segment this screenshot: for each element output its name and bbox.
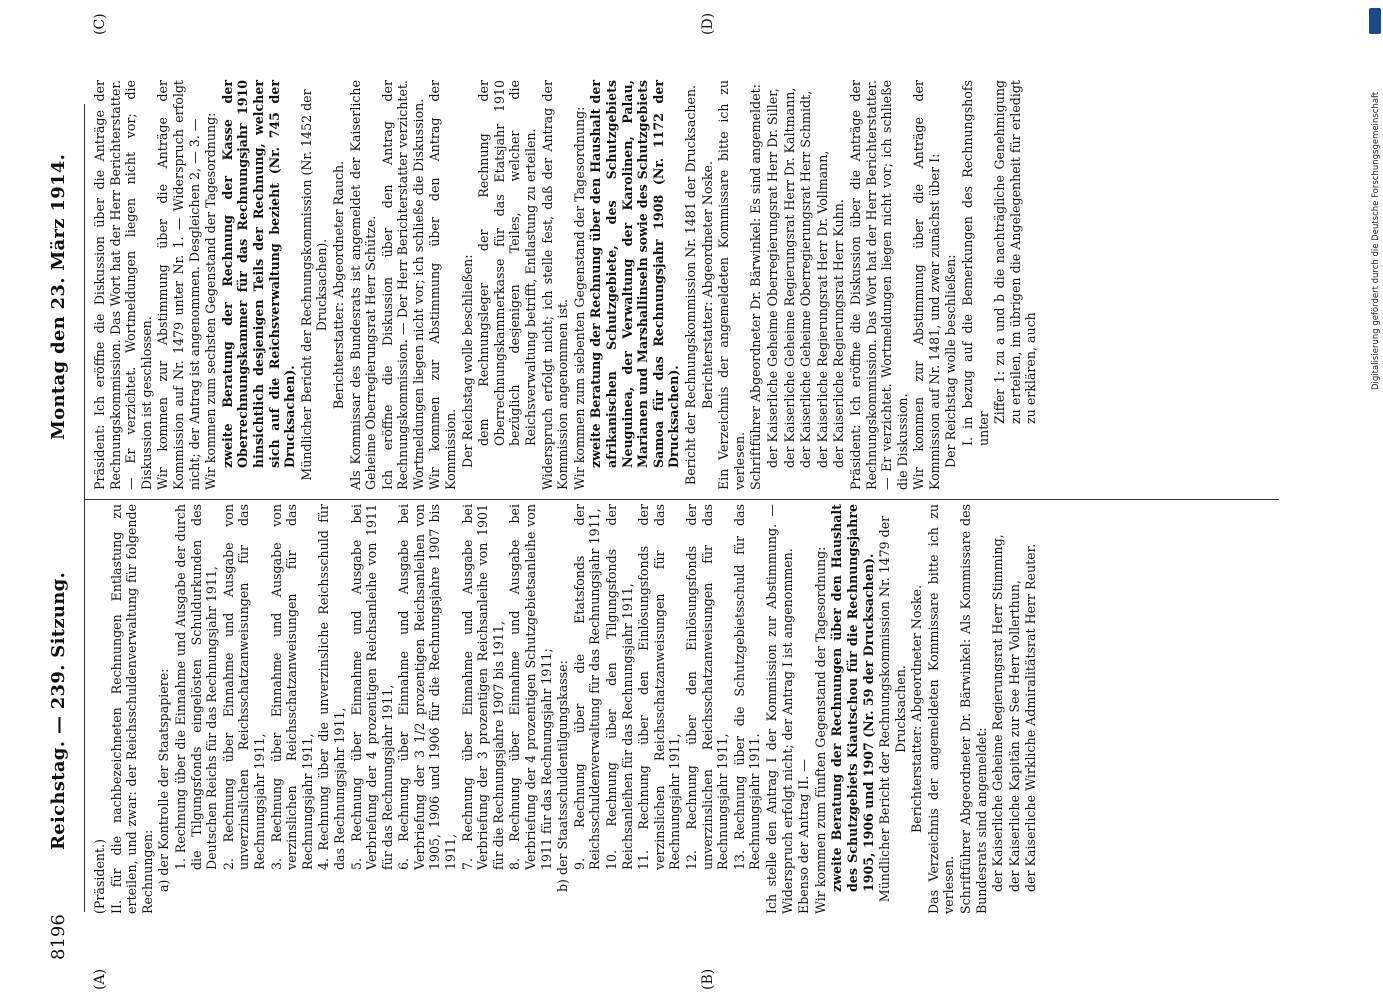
paragraph: Mündlicher Bericht der Rechnungskommission Nr. 1479 der Drucksachen. xyxy=(877,515,908,903)
list-item: der Kaiserliche Geheime Oberregierungsrat Herr Schmidt, xyxy=(798,90,814,468)
list-item: 13. Rechnung über die Schutzgebietsschuld für das Rechnungsjahr 1911. xyxy=(731,504,763,870)
page-header xyxy=(48,50,78,960)
paragraph: Schriftführer Abgeordneter Dr. Bärwinkel: Es sind angemeldet: xyxy=(748,84,764,490)
margin-marker-d: (D) xyxy=(700,12,716,35)
list-item: 10. Rechnung über den Tilgungsfonds der Reichsanleihen für das Rechnungsjahr 1911, xyxy=(604,504,635,870)
list-item: der Kaiserliche Geheime Regierungsrat Herr Stimming, xyxy=(990,534,1006,892)
agenda-item: zweite Beratung der Rechnung über den Haushalt der afrikanischen Schutzgebiete, des Schutzgebiets Neuguinea, der Verwaltung der Karolinen, Palau, Marianen und Marshallinseln sowie des Schutzgebiets Samoa für das Rechnungsjahr 1908 (Nr. 1172 der Drucksachen). xyxy=(588,80,682,468)
paragraph: Als Kommissar des Bundesrats ist angemeldet der Kaiserliche Geheime Oberregierungsrat Herr Schütze. xyxy=(347,80,379,490)
digitization-credit xyxy=(1371,10,1383,390)
paragraph: I. in bezug auf die Bemerkungen des Rechnungshofs unter xyxy=(960,80,991,446)
list-item: 11. Rechnung über den Einlösungsfonds der verzinslichen Reichsschatzanweisungen für das Rechnungsjahr 1911, xyxy=(636,504,683,870)
list-item: 7. Rechnung über Einnahme und Ausgabe bei Verbriefung der 3 prozentigen Reichsanleihe von 1901 für die Rechnungsjahre 1907 bis 1911, xyxy=(459,504,506,870)
list-item: 1. Rechnung über die Einnahme und Ausgabe der durch die Tilgungsfonds eingelösten Schuldurkunden des Deutschen Reichs für das Rechnungsjahr 1911, xyxy=(172,504,220,870)
list-item: 5. Rechnung über Einnahme und Ausgabe bei Verbriefung der 4 prozentigen Reichsanleihe von 1911 für das Rechnungsjahr 1911, xyxy=(348,504,395,870)
paragraph: Ein Verzeichnis der angemeldeten Kommissare bitte ich zu verlesen. xyxy=(716,80,747,490)
list-item: der Kaiserliche Kapitän zur See Herr Vollerthun, xyxy=(1006,579,1022,892)
paragraph: Wir kommen zum sechsten Gegenstand der Tagesordnung: xyxy=(203,112,219,490)
speaker-tag: (Präsident.) xyxy=(92,838,107,914)
list-item: der Kaiserliche Geheime Oberregierungsrat Herr Dr. Siller, xyxy=(764,88,780,468)
list-item: 9. Rechnung über die Etatsfonds der Reichsschuldenverwaltung für das Rechnungsjahr 1911, xyxy=(571,504,603,870)
column-divider xyxy=(84,499,1279,500)
paragraph: Ich stelle den Antrag I der Kommission zur Abstimmung. — Widerspruch erfolgt nicht; der Antrag I ist angenommen. xyxy=(763,504,795,914)
paragraph: Bericht der Rechnungskommission Nr. 1481 der Drucksachen. xyxy=(682,84,698,486)
right-column xyxy=(92,80,1040,490)
list-item: der Kaiserliche Regierungsrat Herr Dr. Vollmann, xyxy=(814,150,830,468)
session-title: Reichstag. — 239. Sitzung. xyxy=(48,571,69,850)
header-rule xyxy=(84,104,85,912)
list-item: 6. Rechnung über Einnahme und Ausgabe bei Verbriefung der 3 1/2 prozentigen Reichsanleihen von 1905, 1906 und 1906 für die Rechnungsjahre 1907 bis 1911, xyxy=(396,504,459,870)
paragraph: Wir kommen zur Abstimmung über die Anträge der Kommission auf Nr. 1481, und zwar zunächst über I: xyxy=(911,80,942,490)
list-item: 12. Rechnung über den Einlösungsfonds der unverzinslichen Reichsschatzanweisungen für das Rechnungsjahr 1911, xyxy=(683,504,731,870)
page-number: 8196 xyxy=(48,914,69,960)
paragraph: Der Reichstag wolle beschließen: xyxy=(943,254,959,468)
paragraph: Das Verzeichnis der angemeldeten Kommissare bitte ich zu verlesen. xyxy=(925,504,957,914)
agenda-item: zweite Beratung der Rechnungen über den Haushalt des Schutzgebiets Kiautschou für die Rechnungsjahre 1905, 1906 und 1907 (Nr. 59 der Drucksachen). xyxy=(829,504,876,892)
agenda-item: zweite Beratung der Rechnung der Kasse der Oberrechnungskammer für das Rechnungsjahr 1910 hinsichtlich desjenigen Teils der Rechnung, welcher sich auf die Reichsverwaltung bezieht (Nr. 745 der Drucksachen). xyxy=(219,80,298,468)
margin-marker-c: (C) xyxy=(92,13,108,35)
list-item: der Kaiserliche Geheime Regierungsrat Herr Dr. Kaltmann, xyxy=(781,87,797,468)
list-item: 3. Rechnung über Einnahme und Ausgabe von verzinslichen Reichsschatzanweisungen für das Rechnungsjahr 1911, xyxy=(268,504,315,870)
list-item: 4. Rechnung über die unverzinsliche Reichsschuld für das Rechnungsjahr 1911, xyxy=(316,504,347,870)
paragraph: dem Rechnungsleger der Rechnung der Oberrechnungskammerkasse für das Etatsjahr 1910 bezüglich desjenigen Teiles, welcher die Reichsverwaltung betrifft, Entlastung zu erteilen. xyxy=(476,80,539,446)
paragraph: a) der Kontrolle der Staatspapiere: xyxy=(156,668,172,892)
paragraph: Wir kommen zum fünften Gegenstand der Tagesordnung: xyxy=(812,546,828,914)
paragraph: Berichterstatter: Abgeordneter Noske. xyxy=(699,161,715,409)
paragraph: Wir kommen zur Abstimmung über den Antrag der Kommission. xyxy=(427,80,459,490)
left-column xyxy=(92,504,1040,914)
margin-marker-b: (B) xyxy=(700,968,716,990)
paragraph: Wir kommen zum siebenten Gegenstand der Tagesordnung: xyxy=(571,106,587,490)
list-item: 8. Rechnung über Einnahme und Ausgabe bei Verbriefung der 4 prozentigen Schutzgebietsanleihe von 1911 für das Rechnungsjahr 1911; xyxy=(507,504,554,870)
paragraph: Ich eröffne die Diskussion über den Antrag der Rechnungskommission. — Der Herr Berichterstatter verzichtet. Wortmeldungen liegen nicht vor; ich schließe die Diskussion. xyxy=(379,80,426,490)
paragraph: Berichterstatter: Abgeordneter Rauch. xyxy=(330,160,346,410)
paragraph: Der Reichstag wolle beschließen: xyxy=(459,254,475,468)
paragraph: Widerspruch erfolgt nicht; ich stelle fest, daß der Antrag der Kommission angenommen ist. xyxy=(539,80,571,490)
list-item: der Kaiserliche Wirkliche Admiralitätsrat Herr Reuter. xyxy=(1023,543,1039,892)
list-item: der Kaiserliche Regierungsrat Herr Kuhn. xyxy=(831,199,847,468)
paragraph: Ebenso der Antrag II. — xyxy=(796,759,812,914)
paragraph: Präsident: Ich eröffne die Diskussion über die Anträge der Rechnungskommission. Das Wort hat der Herr Berichterstatter. — Er verzichtet. Wortmeldungen liegen nicht vor; die Diskussion ist geschlossen. xyxy=(92,80,154,490)
paragraph: Ziffer 1: zu a und b die nachträgliche Genehmigung zu erteilen, im übrigen die Angelegenheit für erledigt zu erklären, auch xyxy=(992,80,1039,424)
paragraph: Berichterstatter: Abgeordneter Noske. xyxy=(909,585,925,833)
credit-text: Digitalisierung gefördert durch die Deutsche Forschungsgemeinschaft xyxy=(1371,91,1381,390)
paragraph: Präsident: Ich eröffne die Diskussion über die Anträge der Rechnungskommission. Das Wort hat der Herr Berichterstatter. — Er verzichtet. Wortmeldungen liegen nicht vor; ich schließe die Diskussion. xyxy=(847,80,910,490)
session-date: Montag den 23. März 1914. xyxy=(48,153,69,440)
paragraph: II. für die nachbezeichneten Rechnungen Entlastung zu erteilen, und zwar: der Reichsschuldenverwaltung für folgende Rechnungen: xyxy=(108,504,155,914)
paragraph: Mündlicher Bericht der Rechnungskommission (Nr. 1452 der Drucksachen). xyxy=(298,89,330,481)
paragraph: Schriftführer Abgeordneter Dr. Bärwinkel: Als Kommissare des Bundesrats sind angemeldet: xyxy=(958,504,989,914)
paragraph: b) der Staatsschuldentilgungskasse: xyxy=(555,660,571,892)
list-item: 2. Rechnung über Einnahme und Ausgabe von unverzinslichen Reichsschatzanweisungen für das Rechnungsjahr 1911, xyxy=(220,504,267,870)
paragraph: Wir kommen zur Abstimmung über die Anträge der Kommission auf Nr. 1479 unter Nr. 1. — Widerspruch erfolgt nicht; der Antrag ist angenommen. Desgleichen 2, — 3. — xyxy=(155,80,202,490)
margin-marker-a: (A) xyxy=(92,968,108,990)
